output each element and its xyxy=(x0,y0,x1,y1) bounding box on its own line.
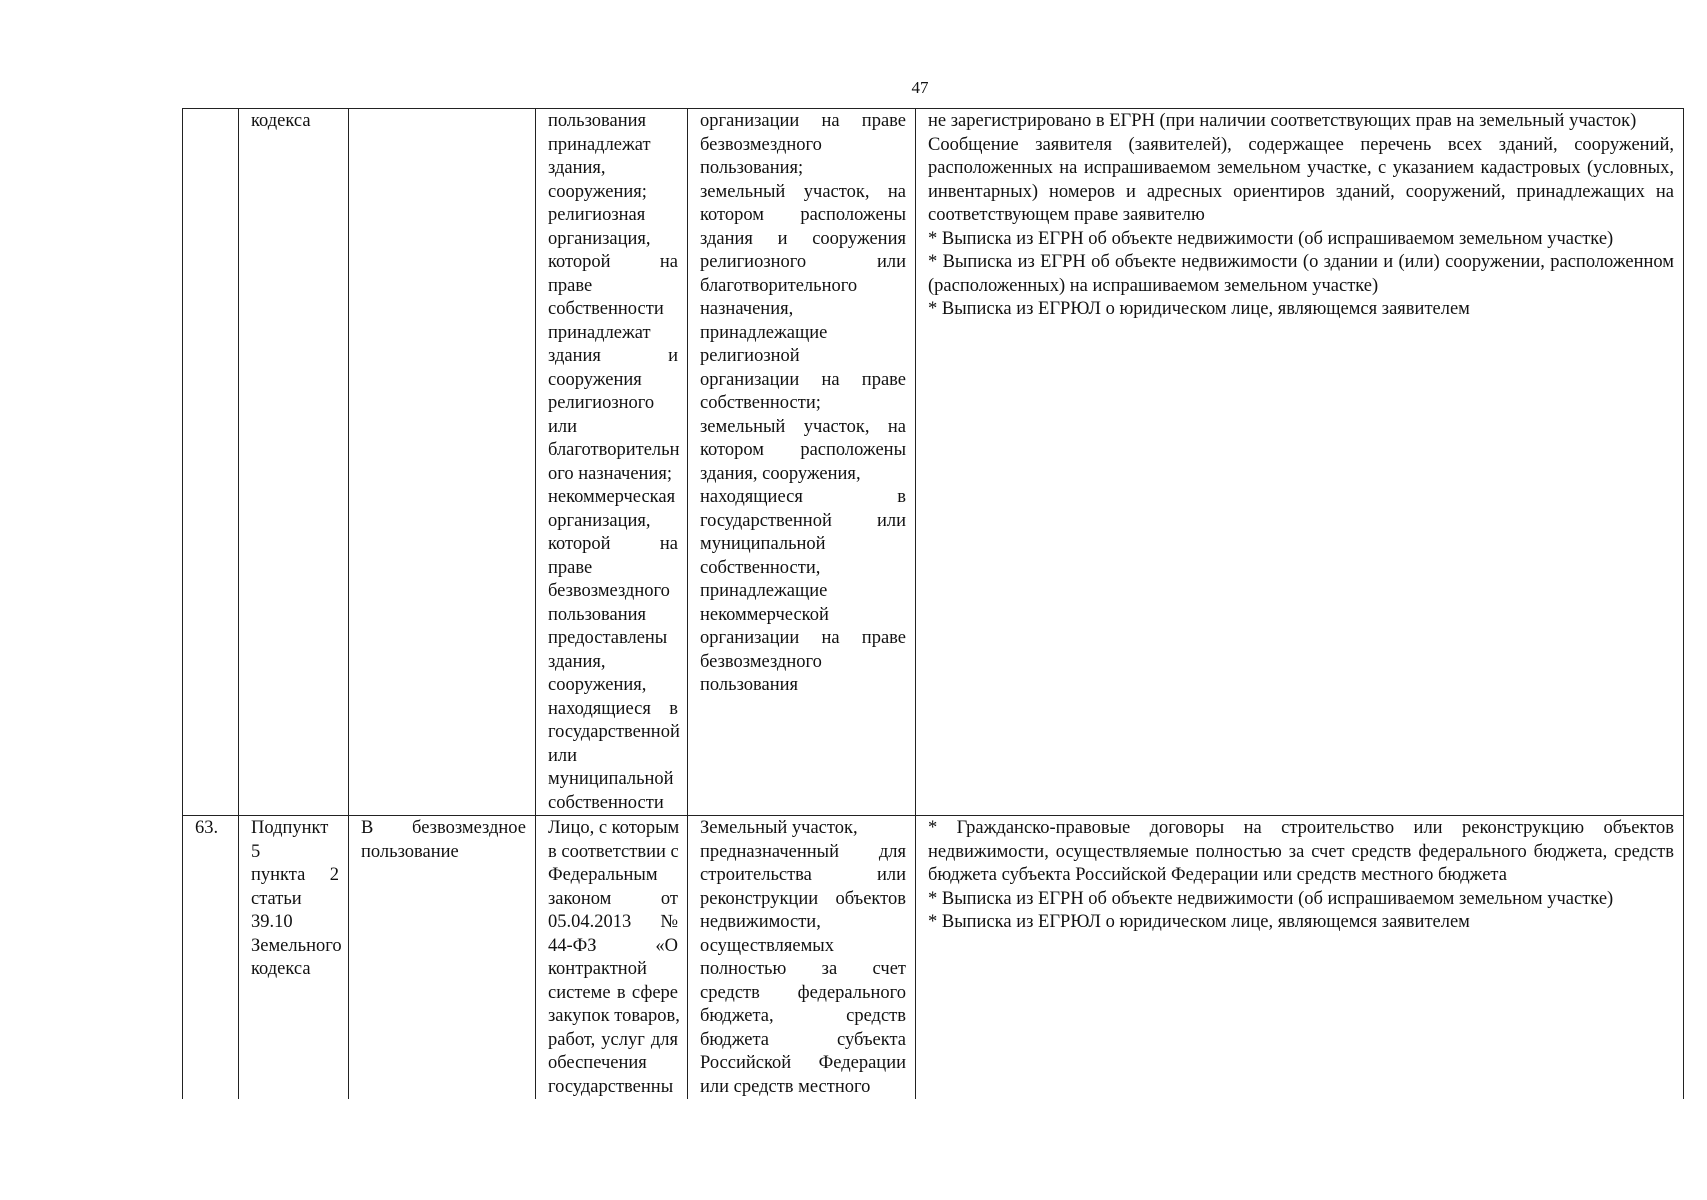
cell-line: здания и xyxy=(548,346,678,366)
document-item: * Гражданско-правовые договоры на строительство или реконструкцию объектов недвижимости, осуществляемые полностью за счет средств федерального бюджета, средств бюджета субъекта Российской Федерации или средств местного бюджета xyxy=(928,818,1674,885)
cell-line: принадлежат xyxy=(548,322,651,343)
document-item: не зарегистрировано в ЕГРН (при наличии соответствующих прав на земельный участок) xyxy=(928,111,1637,131)
cell-line: государственной или xyxy=(700,510,906,531)
cell-line: праве xyxy=(548,557,593,578)
cell-line: благотворительн xyxy=(548,440,680,460)
cell-line: 44-ФЗ «О xyxy=(548,935,678,956)
cell-line: находящиеся в xyxy=(700,487,906,507)
cell-line: религиозная xyxy=(548,205,646,225)
cell-line: государственны xyxy=(548,1076,674,1097)
legal-basis-text xyxy=(251,817,342,982)
cell-line: закупок товаров, xyxy=(548,1006,680,1026)
documents-list xyxy=(928,110,1674,322)
cell-line: собственности, xyxy=(700,557,821,578)
cell-line: назначения, xyxy=(700,299,794,319)
document-table xyxy=(182,108,1684,1099)
applicants-text xyxy=(548,817,678,1099)
land-plot-text xyxy=(700,817,906,1099)
document-item: * Выписка из ЕГРН об объекте недвижимости (о здании и (или) сооружении, расположенном (расположенных) на испрашиваемом земельном участке) xyxy=(928,252,1674,296)
cell-line: статьи 39.10 xyxy=(251,888,302,932)
cell-line: предоставлены xyxy=(548,628,668,648)
cell-line: кодекса xyxy=(251,111,311,131)
page-number: 47 xyxy=(911,78,929,97)
cell-line: религиозного или xyxy=(700,252,906,272)
cell-line: обеспечения xyxy=(548,1053,647,1073)
cell-line: Федеральным xyxy=(548,865,658,885)
cell-line: полностью за счет xyxy=(700,959,906,979)
cell-line: некоммерческая xyxy=(548,487,676,507)
cell-line: работ, услуг для xyxy=(548,1029,678,1050)
table-row xyxy=(183,816,1684,1100)
document-item: * Выписка из ЕГРН об объекте недвижимости (об испрашиваемом земельном участке) xyxy=(928,888,1614,909)
cell-line: пользования xyxy=(700,675,799,695)
cell-line: Земельный участок, xyxy=(700,818,858,838)
cell-line: безвозмездного xyxy=(548,581,670,601)
cell-line: пользования; xyxy=(700,158,804,178)
land-plot-text xyxy=(700,110,906,698)
cell-line: собственности xyxy=(548,299,664,319)
document-item: Сообщение заявителя (заявителей), содержащее перечень всех зданий, сооружений, расположенных на испрашиваемом земельном участке, с указанием кадастровых (условных, инвентарных) номеров и адресных ориентиров зданий, сооружений, принадлежащих на соответствующем праве заявителю xyxy=(928,134,1674,225)
cell-line: ого назначения; xyxy=(548,463,673,484)
cell-line: праве xyxy=(548,275,593,296)
cell-line: Российской Федерации xyxy=(700,1053,906,1073)
cell-line: безвозмездного xyxy=(700,651,822,672)
cell-line: бюджета, средств xyxy=(700,1006,906,1026)
cell-line: земельный участок, на xyxy=(700,416,906,437)
cell-line: или xyxy=(548,416,578,437)
document-item: * Выписка из ЕГРН об объекте недвижимости (об испрашиваемом земельном участке) xyxy=(928,228,1614,249)
cell-line: собственности; xyxy=(700,393,821,413)
cell-line: организация, xyxy=(548,228,651,249)
cell-line: пользования xyxy=(548,111,647,131)
cell-line: пункта 2 xyxy=(251,865,339,885)
documents-cell xyxy=(916,816,1684,1100)
cell-line: здания и сооружения xyxy=(700,228,906,249)
cell-line: строительства или xyxy=(700,865,906,885)
cell-line: находящиеся в xyxy=(548,698,678,719)
cell-line: некоммерческой xyxy=(700,604,829,625)
cell-line: или xyxy=(548,745,578,766)
land-plot-cell xyxy=(688,816,916,1100)
cell-line: религиозной xyxy=(700,346,800,366)
cell-line: организации на праве xyxy=(700,111,906,131)
row-number-cell xyxy=(183,109,239,816)
cell-line: системе в сфере xyxy=(548,982,678,1003)
legal-basis-text xyxy=(251,110,339,134)
cell-line: принадлежащие xyxy=(700,581,828,601)
cell-line: Подпункт 5 xyxy=(251,818,329,862)
legal-basis-cell xyxy=(239,109,349,816)
right-type-text: В безвозмездное пользование xyxy=(361,818,526,862)
cell-line: котором расположены xyxy=(700,440,906,460)
right-type-cell xyxy=(349,816,536,1100)
document-item: * Выписка из ЕГРЮЛ о юридическом лице, являющемся заявителем xyxy=(928,912,1470,932)
cell-line: религиозного xyxy=(548,393,655,413)
cell-line: пользования xyxy=(548,604,647,625)
cell-line: сооружения xyxy=(548,369,642,390)
cell-line: организация, xyxy=(548,510,651,531)
cell-line: безвозмездного xyxy=(700,134,822,155)
documents-cell xyxy=(916,109,1684,816)
cell-line: кодекса xyxy=(251,959,311,979)
cell-line: недвижимости, xyxy=(700,912,821,932)
cell-line: средств федерального xyxy=(700,982,906,1003)
legal-basis-cell xyxy=(239,816,349,1100)
cell-line: собственности xyxy=(548,792,664,813)
cell-line: сооружения; xyxy=(548,181,647,202)
applicants-text xyxy=(548,110,678,815)
cell-line: которой на xyxy=(548,534,678,554)
cell-line: контрактной xyxy=(548,959,647,979)
cell-line: бюджета субъекта xyxy=(700,1029,906,1050)
cell-line: здания, xyxy=(548,651,606,672)
cell-line: здания, сооружения, xyxy=(700,463,861,484)
cell-line: благотворительного xyxy=(700,275,858,296)
cell-line: Земельного xyxy=(251,935,342,956)
row-number-cell: 63. xyxy=(183,816,239,1100)
cell-line: 05.04.2013 № xyxy=(548,912,678,932)
cell-line: котором расположены xyxy=(700,205,906,225)
cell-line: осуществляемых xyxy=(700,935,834,956)
table-row xyxy=(183,109,1684,816)
cell-line: Лицо, с которым xyxy=(548,818,680,838)
cell-line: принадлежат xyxy=(548,134,651,155)
land-plot-cell xyxy=(688,109,916,816)
document-item: * Выписка из ЕГРЮЛ о юридическом лице, являющемся заявителем xyxy=(928,299,1470,319)
cell-line: муниципальной xyxy=(700,534,826,554)
cell-line: в соответствии с xyxy=(548,841,679,862)
cell-line: государственной xyxy=(548,722,680,742)
cell-line: реконструкции объектов xyxy=(700,888,906,909)
cell-line: или средств местного xyxy=(700,1076,871,1097)
applicants-cell xyxy=(536,816,688,1100)
documents-list xyxy=(928,817,1674,935)
cell-line: предназначенный для xyxy=(700,841,906,862)
cell-line: законом от xyxy=(548,888,678,909)
cell-line: земельный участок, на xyxy=(700,181,906,202)
cell-line: которой на xyxy=(548,252,678,272)
cell-line: организации на праве xyxy=(700,628,906,648)
cell-line: принадлежащие xyxy=(700,322,828,343)
right-type-cell xyxy=(349,109,536,816)
applicants-cell xyxy=(536,109,688,816)
cell-line: сооружения, xyxy=(548,675,647,695)
cell-line: муниципальной xyxy=(548,769,674,789)
cell-line: здания, xyxy=(548,158,606,178)
cell-line: организации на праве xyxy=(700,369,906,390)
